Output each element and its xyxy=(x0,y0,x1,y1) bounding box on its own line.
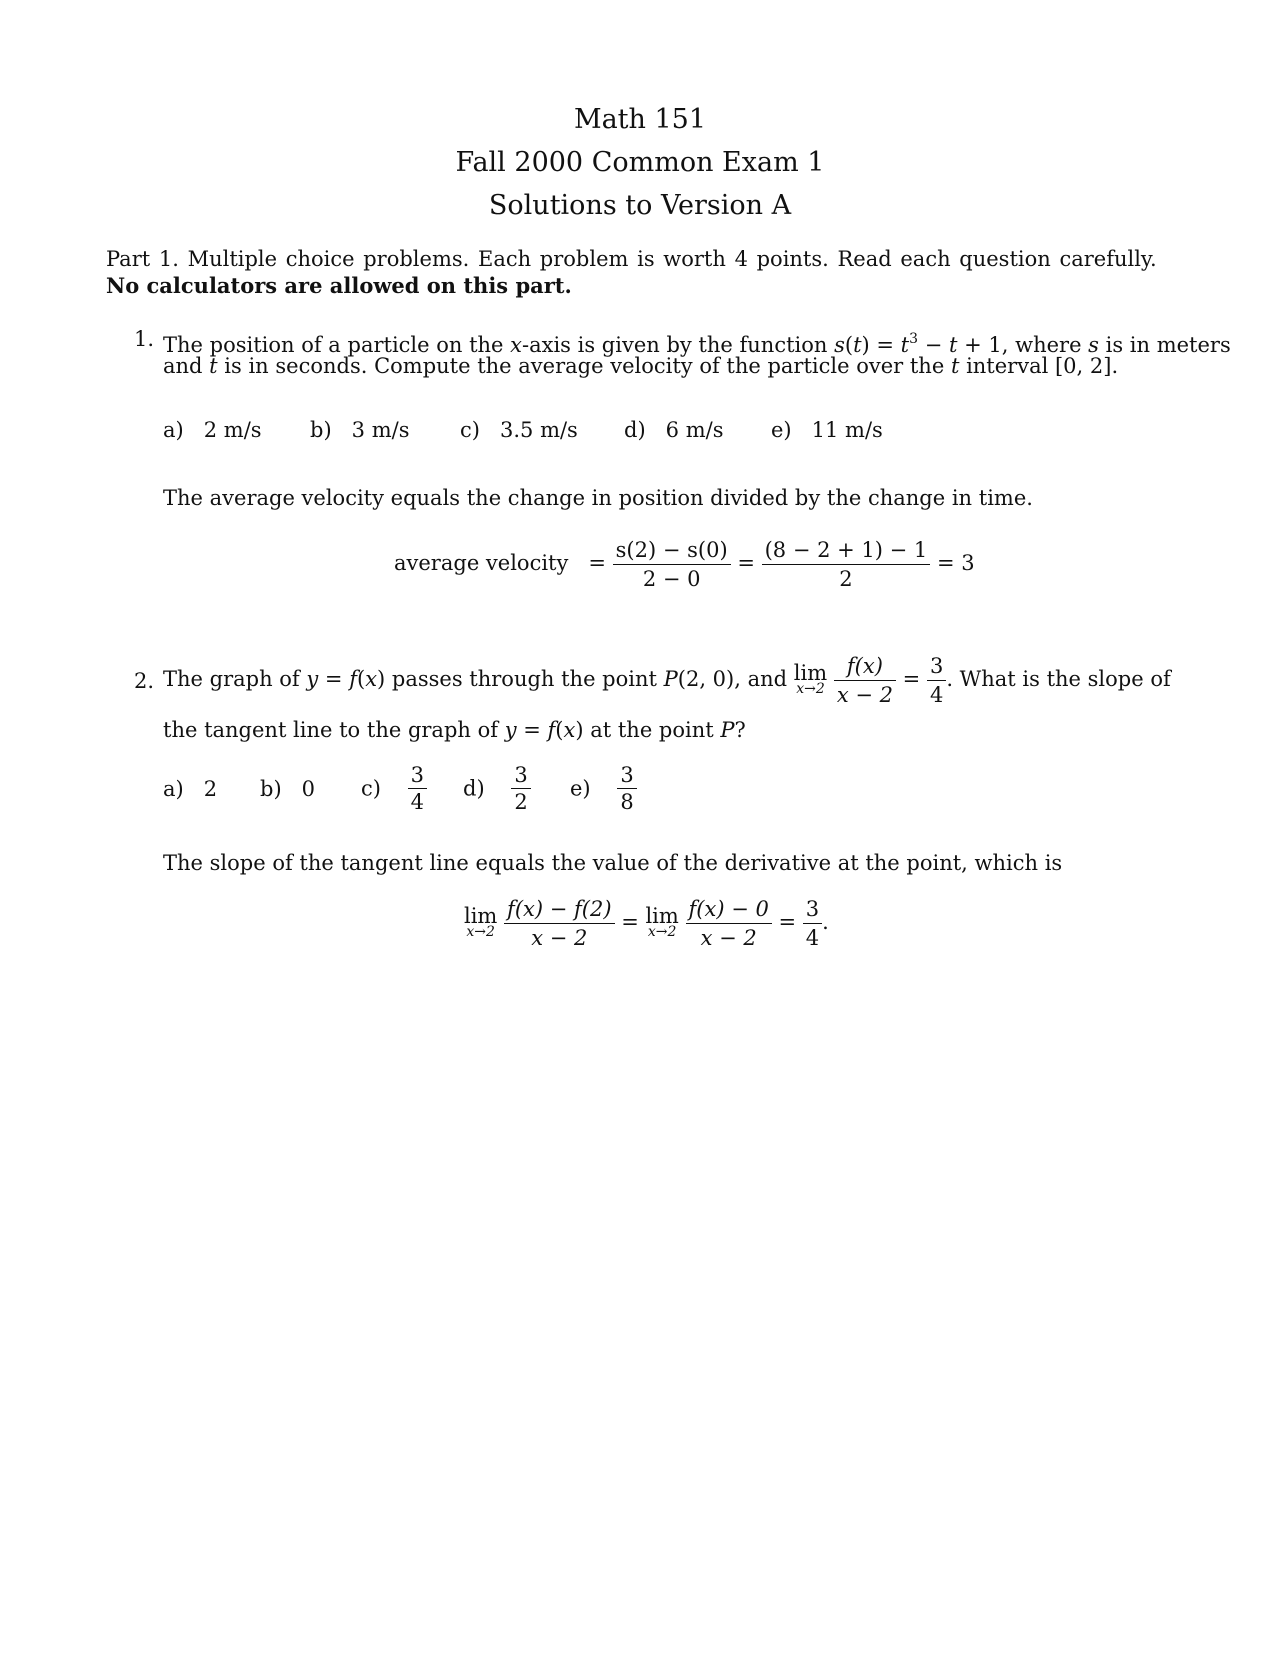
problem2-choice-d: d) $\frac{3}{2}$ xyxy=(463,763,531,814)
sol-fraction-2: $\frac{f(x) - 0}{x - 2}$ xyxy=(686,896,772,951)
problem2-line1: The graph of y = f(x) passes through the point P(2, 0), and lim x→2 $\frac{f(x)}{x - 2}$ = $\frac{3}{4}$ . What is the slope of xyxy=(163,654,1171,707)
problem2-choice-c: c) $\frac{3}{4}$ xyxy=(361,763,427,814)
sol-limit-1: lim x→2 xyxy=(464,903,498,940)
problem1-line2: and t is in seconds. Compute the average velocity of the particle over the t interval [0, 2]. xyxy=(163,354,1119,378)
problem1-solution-text: The average velocity equals the change in position divided by the change in time. xyxy=(163,486,1033,510)
problem1-choice-e: e) 11 m/s xyxy=(771,418,883,442)
sol-result: $\frac{3}{4}$ xyxy=(803,896,822,951)
problem1-choice-a: a) 2 m/s xyxy=(163,418,262,442)
problem2-line2: the tangent line to the graph of y = f(x) at the point P? xyxy=(163,718,746,742)
intro-text: Part 1. Multiple choice problems. Each problem is worth 4 points. Read each question carefully. xyxy=(106,247,1157,271)
problem2-choice-a: a) 2 xyxy=(163,777,218,801)
eq-fraction-1: $\frac{s(2) - s(0)}{2 - 0}$ xyxy=(613,537,731,592)
problem2-equation: lim x→2 $\frac{f(x) - f(2)}{x - 2}$ = lim x→2 $\frac{f(x) - 0}{x - 2}$ = $\frac{3}{4}$ . xyxy=(464,897,829,950)
limit-operator: lim x→2 xyxy=(793,660,828,697)
sol-limit-2: lim x→2 xyxy=(645,903,679,940)
version-title: Solutions to Version A xyxy=(488,190,792,221)
limit-value: $\frac{3}{4}$ xyxy=(927,653,946,708)
course-title: Math 151 xyxy=(573,104,707,135)
eq-fraction-2: $\frac{(8 - 2 + 1) - 1}{2}$ xyxy=(762,537,931,592)
problem2-choice-e: e) $\frac{3}{8}$ xyxy=(570,763,637,814)
problem1-choice-d: d) 6 m/s xyxy=(624,418,724,442)
intro-bold-text: No calculators are allowed on this part. xyxy=(106,273,572,298)
exam-title: Fall 2000 Common Exam 1 xyxy=(455,147,825,178)
problem1-choice-c: c) 3.5 m/s xyxy=(460,418,578,442)
eq-label: average velocity xyxy=(394,551,569,575)
eq-result: = 3 xyxy=(936,551,975,575)
problem1-equation: average velocity = $\frac{s(2) - s(0)}{2 - 0}$ = $\frac{(8 - 2 + 1) - 1}{2}$ = 3 xyxy=(394,538,975,591)
problem2-choice-b: b) 0 xyxy=(260,777,316,801)
problem1-choice-b: b) 3 m/s xyxy=(310,418,410,442)
problem1-number: 1. xyxy=(134,327,155,351)
problem2-number: 2. xyxy=(134,669,155,693)
sol-fraction-1: $\frac{f(x) - f(2)}{x - 2}$ xyxy=(504,896,614,951)
problem2-solution-text: The slope of the tangent line equals the value of the derivative at the point, which is xyxy=(163,851,1063,875)
limit-fraction: $\frac{f(x)}{x - 2}$ xyxy=(834,653,896,708)
problem1-line1: The position of a particle on the x-axis is given by the function $s(t) = t^3 - t + 1$, where s is in meters xyxy=(163,331,1231,357)
